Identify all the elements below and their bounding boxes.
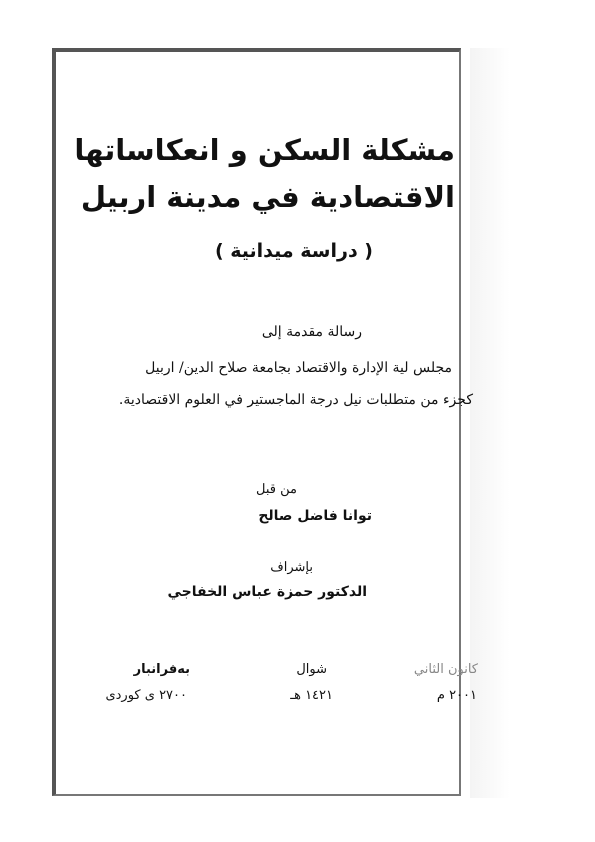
date-kurdish-month: بەفرانبار xyxy=(133,662,190,677)
submission-line-3: كجزء من متطلبات نيل درجة الماجستير في العلوم الاقتصادية. xyxy=(118,392,473,408)
supervisor-name: الدكتور حمزة عباس الخفاجي xyxy=(167,584,367,600)
title-line-2: الاقتصادية في مدينة اربيل xyxy=(80,180,455,214)
date-gregorian-month: كانون الثاني xyxy=(413,662,478,677)
supervisor-label: بإشراف xyxy=(270,560,313,575)
submission-line-2: مجلس لية الإدارة والاقتصاد بجامعة صلاح الدين/ اربيل xyxy=(145,360,452,376)
date-gregorian-year: ٢٠٠١ م xyxy=(436,688,477,703)
submission-line-1: رسالة مقدمة إلى xyxy=(261,324,362,340)
page-edge-shadow xyxy=(470,48,510,798)
date-hijri-month: شوال xyxy=(296,662,327,677)
author-name: توانا فاضل صالح xyxy=(258,508,372,524)
author-label: من قبل xyxy=(256,482,297,497)
date-kurdish-year: ٢٧٠٠ ی کوردی xyxy=(105,688,187,703)
date-hijri-year: ١٤٢١ هـ xyxy=(290,688,333,703)
title-line-1: مشكلة السكن و انعكاساتها xyxy=(74,133,455,167)
subtitle: ( دراسة ميدانية ) xyxy=(214,240,373,262)
